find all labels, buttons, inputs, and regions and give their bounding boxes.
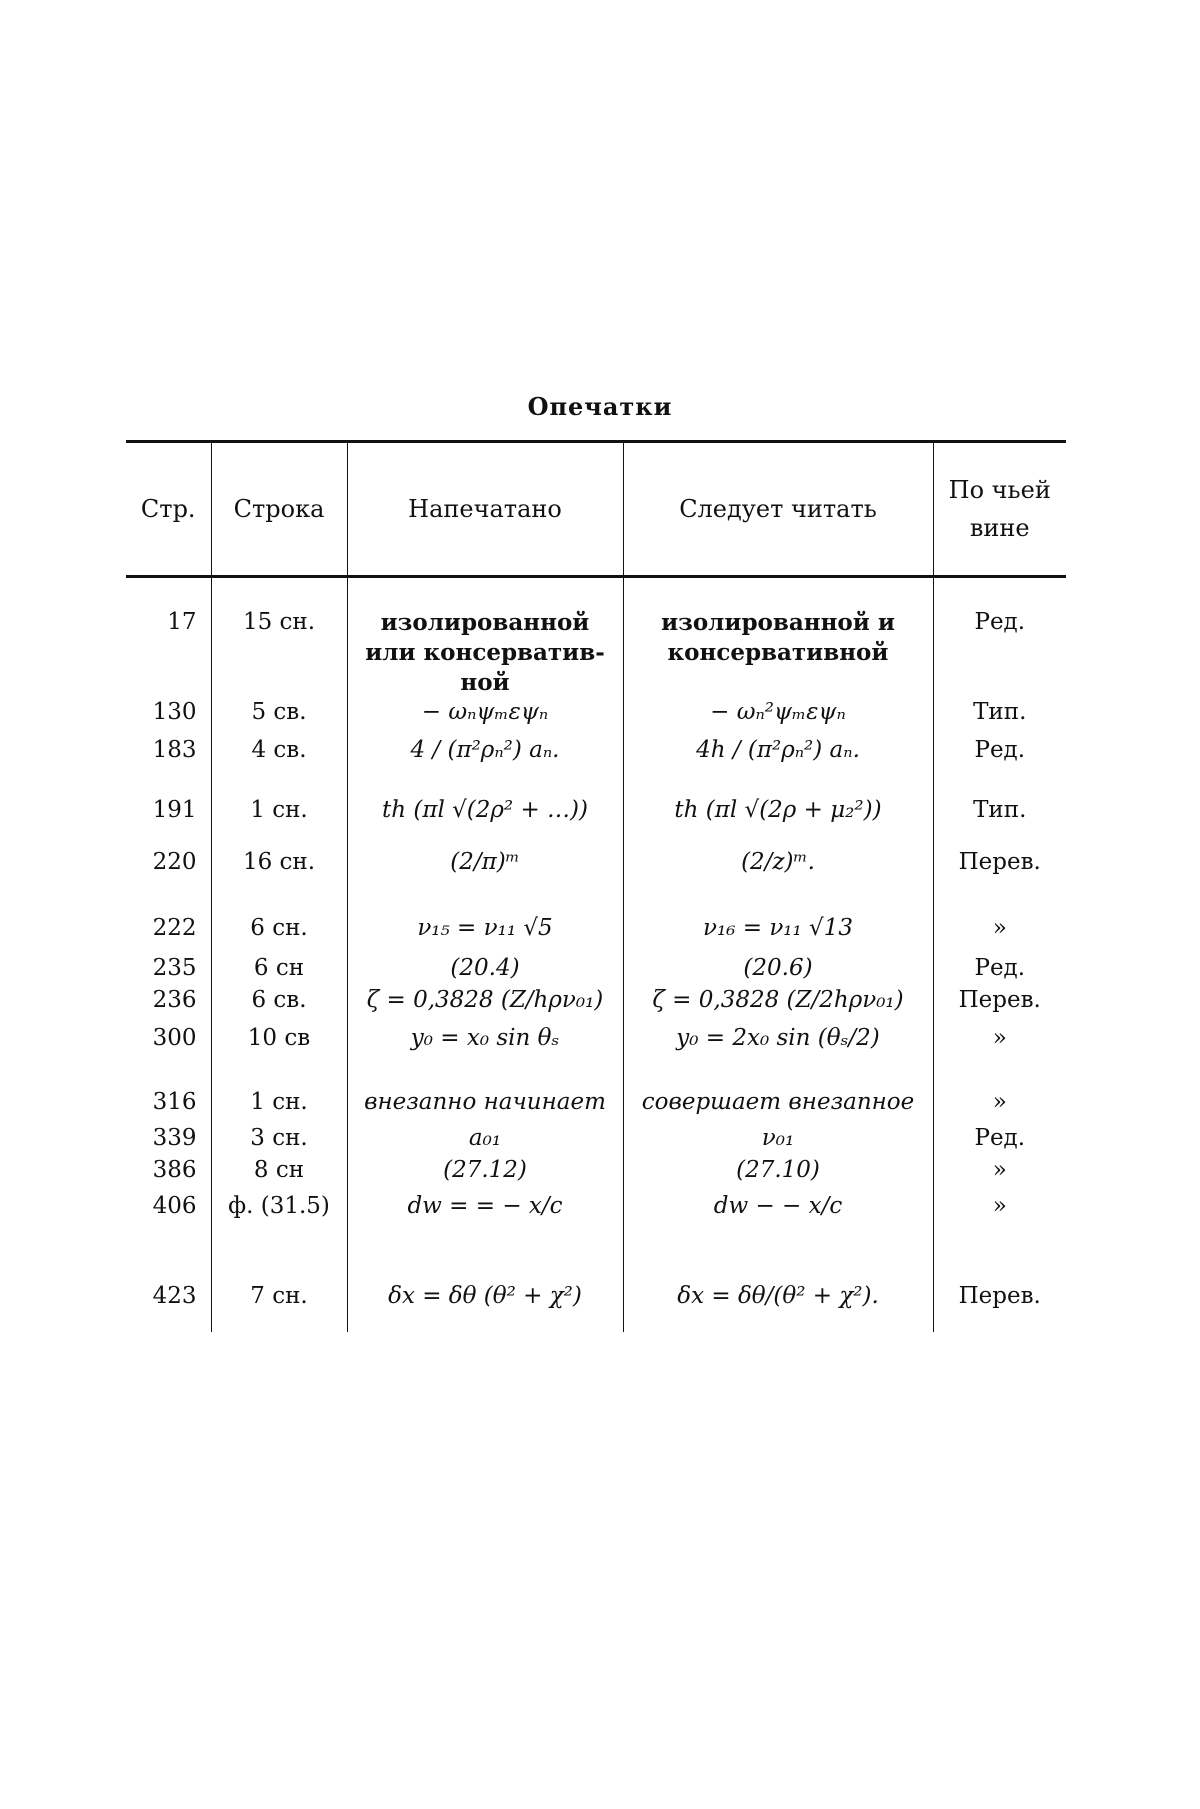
table-row: [126, 1124, 1066, 1156]
row-printed-text: ν₁₅ = ν₁₁ √5: [347, 914, 623, 954]
row-fault: Тип.: [933, 796, 1066, 848]
row-page-number: 236: [152, 986, 197, 1013]
table-body: [126, 577, 1066, 1332]
row-page-number: 406: [152, 1192, 197, 1219]
row-line-ref: 10 св: [211, 1024, 347, 1088]
row-page-number: 423: [152, 1282, 197, 1309]
row-page-number: 130: [152, 698, 197, 725]
row-line-ref: 8 сн: [211, 1156, 347, 1192]
row-line-ref: 5 св.: [211, 698, 347, 736]
row-printed-text: a₀₁: [347, 1124, 623, 1156]
row-printed-text: (27.12): [347, 1156, 623, 1192]
row-correct-text: y₀ = 2x₀ sin (θₛ/2): [623, 1024, 933, 1088]
column-header-line: Строка: [211, 442, 347, 577]
table-row: [126, 954, 1066, 986]
row-fault: Перев.: [933, 848, 1066, 914]
row-line-ref: 1 сн.: [211, 796, 347, 848]
row-fault: Перев.: [933, 1282, 1066, 1332]
row-fault: »: [933, 1192, 1066, 1282]
row-page-number: 17: [167, 609, 197, 635]
row-correct-text: совершает внезапное: [623, 1088, 933, 1124]
row-line-ref: 16 сн.: [211, 848, 347, 914]
table-row: [126, 796, 1066, 848]
row-line-ref: 7 сн.: [211, 1282, 347, 1332]
table-row: [126, 1192, 1066, 1282]
row-fault: Ред.: [933, 954, 1066, 986]
row-line-ref: 4 св.: [211, 736, 347, 796]
row-fault: Перев.: [933, 986, 1066, 1024]
row-fault: »: [933, 1156, 1066, 1192]
table-row: [126, 1024, 1066, 1088]
row-printed-text: 4 / (π²ρₙ²) aₙ.: [347, 736, 623, 796]
row-correct-text: dw − − x/c: [623, 1192, 933, 1282]
column-header-fault: По чьей вине: [933, 442, 1066, 577]
row-printed-text: dw = = − x/c: [347, 1192, 623, 1282]
row-correct-text: ν₁₆ = ν₁₁ √13: [623, 914, 933, 954]
table-row: [126, 986, 1066, 1024]
row-page-number: 316: [152, 1088, 197, 1115]
row-line-ref: 15 сн.: [211, 577, 347, 698]
row-correct-text: изолированной и консервативной: [623, 577, 933, 698]
row-line-ref: 6 сн: [211, 954, 347, 986]
row-page-number: 386: [152, 1156, 197, 1183]
row-printed-text: ζ = 0,3828 (Z/hρν₀₁): [347, 986, 623, 1024]
row-line-ref: 6 св.: [211, 986, 347, 1024]
row-page-number: 300: [152, 1024, 197, 1051]
row-correct-text: − ωₙ²ψₘεψₙ: [623, 698, 933, 736]
row-fault: Ред.: [933, 1124, 1066, 1156]
row-page-number: 222: [152, 914, 197, 941]
column-header-correct: Следует читать: [623, 442, 933, 577]
row-page-number: 339: [152, 1124, 197, 1151]
table-row: [126, 1156, 1066, 1192]
row-correct-text: th (πl √(2ρ + μ₂²)): [623, 796, 933, 848]
row-printed-text: − ωₙψₘεψₙ: [347, 698, 623, 736]
row-printed-text: δx = δθ (θ² + χ²): [347, 1282, 623, 1332]
row-fault: Ред.: [933, 577, 1066, 698]
table-row: [126, 736, 1066, 796]
row-correct-text: (27.10): [623, 1156, 933, 1192]
row-fault: »: [933, 1088, 1066, 1124]
table-row: [126, 848, 1066, 914]
table-row: [126, 914, 1066, 954]
row-printed-text: y₀ = x₀ sin θₛ: [347, 1024, 623, 1088]
row-page-number: 183: [152, 736, 197, 763]
row-fault: »: [933, 914, 1066, 954]
row-page-number: 220: [152, 848, 197, 875]
row-correct-text: δx = δθ/(θ² + χ²).: [623, 1282, 933, 1332]
row-printed-text: th (πl √(2ρ² + …)): [347, 796, 623, 848]
row-correct-text: 4h / (π²ρₙ²) aₙ.: [623, 736, 933, 796]
table-row: [126, 1282, 1066, 1332]
table-row: [126, 1088, 1066, 1124]
row-correct-text: (20.6): [623, 954, 933, 986]
row-line-ref: ф. (31.5): [211, 1192, 347, 1282]
row-fault: Тип.: [933, 698, 1066, 736]
row-printed-text: (20.4): [347, 954, 623, 986]
table-row: [126, 698, 1066, 736]
row-printed-text: внезапно начинает: [347, 1088, 623, 1124]
row-correct-text: ν₀₁: [623, 1124, 933, 1156]
row-line-ref: 3 сн.: [211, 1124, 347, 1156]
row-fault: »: [933, 1024, 1066, 1088]
errata-table: [126, 440, 1066, 1332]
row-line-ref: 6 сн.: [211, 914, 347, 954]
row-page-number: 191: [152, 796, 197, 823]
page-title: Опечатки: [527, 392, 673, 421]
row-line-ref: 1 сн.: [211, 1088, 347, 1124]
column-header-printed: Напечатано: [347, 442, 623, 577]
row-printed-text: (2/π)ᵐ: [347, 848, 623, 914]
column-header-page: Стр.: [126, 442, 211, 577]
row-correct-text: ζ = 0,3828 (Z/2hρν₀₁): [623, 986, 933, 1024]
table-row: [126, 577, 1066, 698]
row-correct-text: (2/z)ᵐ.: [623, 848, 933, 914]
row-printed-text: изолированной или консерватив-ной: [347, 577, 623, 698]
row-fault: Ред.: [933, 736, 1066, 796]
table-header-row: [126, 442, 1066, 577]
row-page-number: 235: [152, 954, 197, 981]
